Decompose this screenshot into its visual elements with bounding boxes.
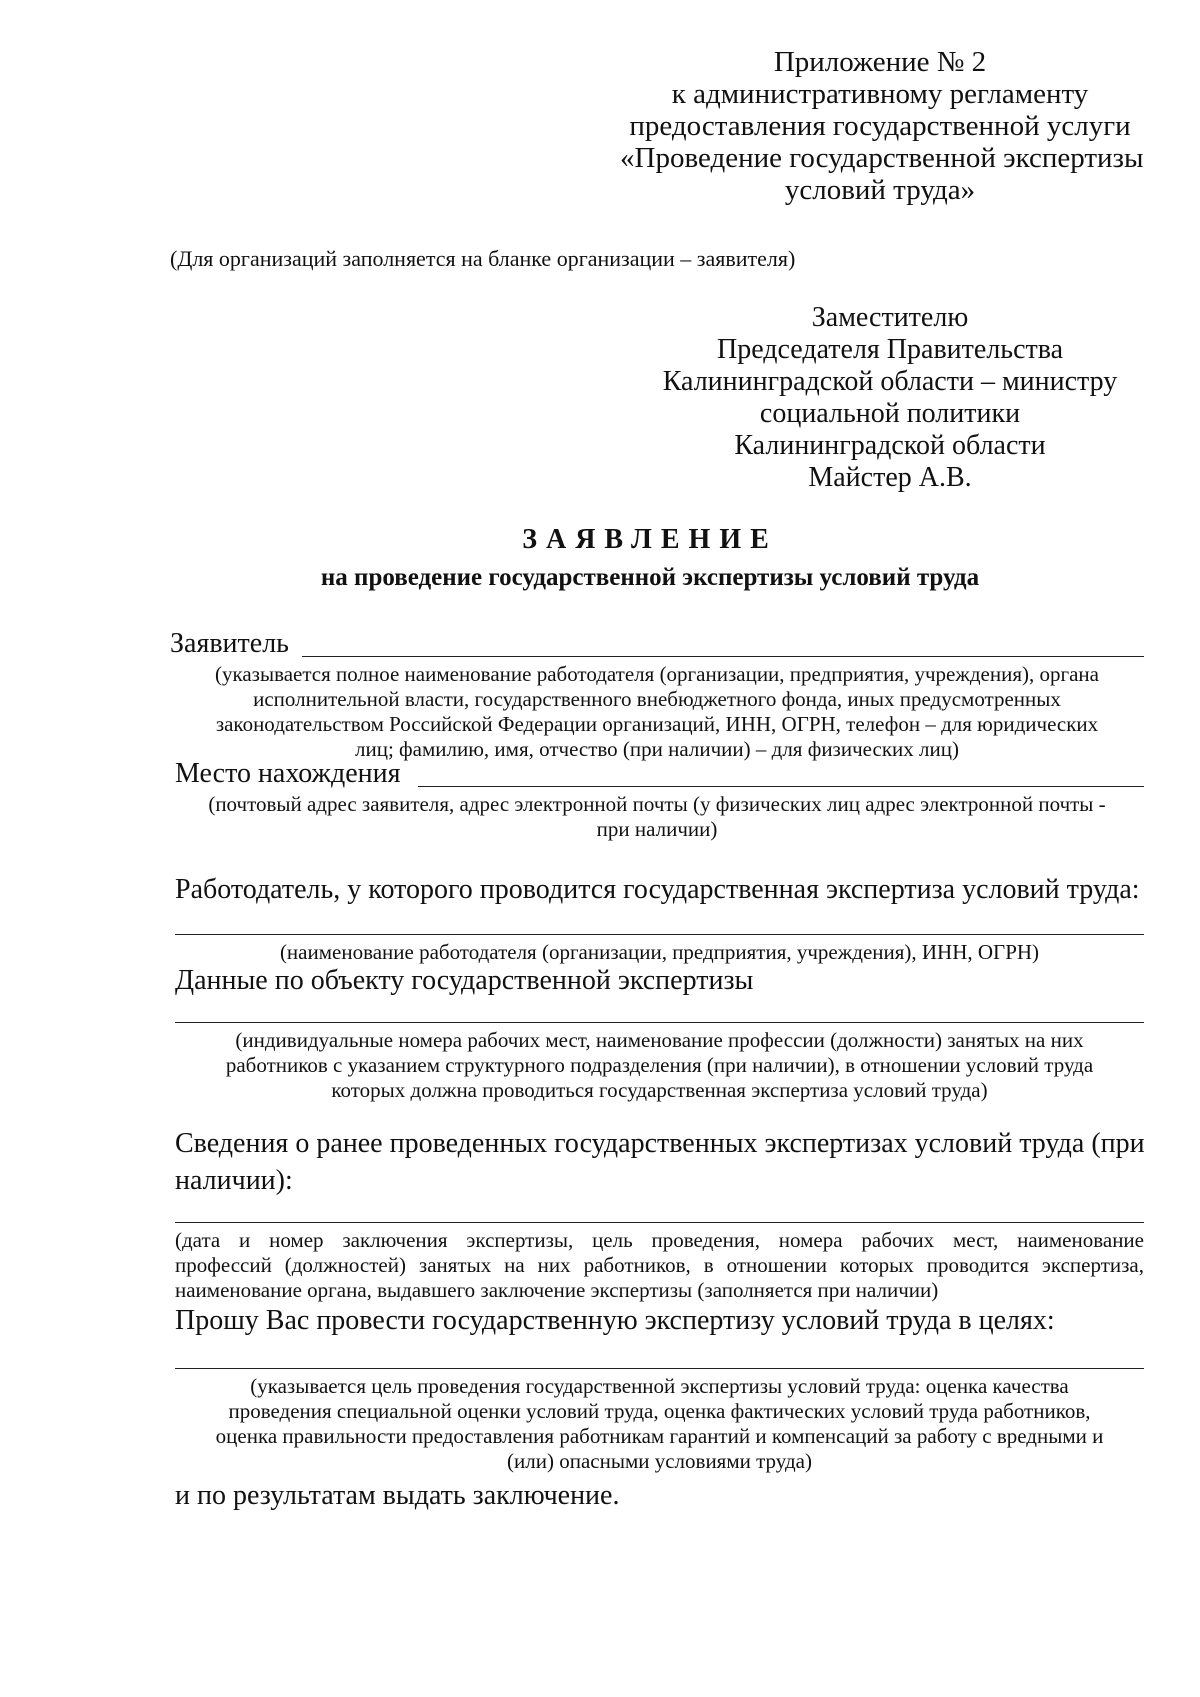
appendix-line-5: условий труда» [784, 174, 976, 206]
location-field[interactable] [418, 786, 1144, 787]
previous-hint [175, 1228, 1144, 1303]
object-field[interactable] [175, 1022, 1144, 1023]
applicant-field[interactable] [302, 656, 1144, 657]
appendix-line-3: предоставления государственной услуги [629, 110, 1131, 142]
previous-hint-line-3: наименование органа, выдавшего заключение экспертизы (заполняется при наличии) [175, 1278, 939, 1302]
location-hint [170, 792, 1144, 842]
employer-hint: (наименование работодателя (организации, предприятия, учреждения), ИНН, ОГРН) [279, 940, 1040, 964]
closing-text: и по результатам выдать заключение. [175, 1480, 620, 1511]
addressee-line-1: Заместителю [811, 302, 969, 333]
object-hint [175, 1028, 1144, 1103]
request-hint-line-4: (или) опасными условиями труда) [507, 1449, 812, 1473]
applicant-hint [170, 662, 1144, 762]
location-hint-line-1: (почтовый адрес заявителя, адрес электронной почты (у физических лиц адрес электронной почты - [208, 792, 1106, 816]
request-hint-line-1: (указывается цель проведения государственной экспертизы условий труда: оценка качества [250, 1374, 1069, 1398]
previous-label-line-2: наличии): [175, 1165, 293, 1196]
addressee-line-5: Калининградской области [734, 430, 1046, 461]
request-hint [175, 1374, 1144, 1474]
request-hint-line-3: оценка правильности предоставления работникам гарантий и компенсаций за работу с вредными и [215, 1424, 1104, 1448]
applicant-hint-line-3: законодательством Российской Федерации организаций, ИНН, ОГРН, телефон – для юридических [215, 712, 1099, 736]
object-hint-line-1: (индивидуальные номера рабочих мест, наименование профессии (должности) занятых на них [235, 1028, 1084, 1052]
applicant-hint-line-4: лиц; фамилию, имя, отчество (при наличии) – для физических лиц) [355, 737, 959, 761]
addressee-line-2: Председателя Правительства [716, 334, 1064, 365]
previous-field[interactable] [175, 1222, 1144, 1223]
addressee-line-4: социальной политики [759, 398, 1021, 429]
appendix-header [620, 46, 1144, 206]
appendix-line-4: «Проведение государственной экспертизы [620, 142, 1144, 174]
object-label: Данные по объекту государственной экспертизы [175, 965, 754, 996]
request-hint-line-2: проведения специальной оценки условий труда, оценка фактических условий труда работников, [228, 1399, 1091, 1423]
addressee-line-3: Калининградской области – министру [662, 366, 1118, 397]
appendix-line-1: Приложение № 2 [773, 46, 987, 78]
document-title: ЗАЯВЛЕНИЕ [522, 524, 778, 555]
previous-label-line-1: Сведения о ранее проведенных государственных экспертизах условий труда (при [175, 1128, 1145, 1159]
previous-hint-line-1: (дата и номер заключения экспертизы, цель проведения, номера рабочих мест, наименование [175, 1228, 1144, 1252]
addressee-line-6: Майстер А.В. [808, 462, 972, 493]
request-label: Прошу Вас провести государственную экспертизу условий труда в целях: [175, 1305, 1055, 1336]
location-label: Место нахождения [175, 758, 401, 789]
addressee-block [640, 302, 1140, 494]
applicant-hint-line-2: исполнительной власти, государственного внебюджетного фонда, иных предусмотренных [253, 687, 1061, 711]
applicant-label: Заявитель [170, 628, 289, 659]
employer-label: Работодатель, у которого проводится государственная экспертиза условий труда: [175, 874, 1140, 905]
object-hint-line-2: работников с указанием структурного подразделения (при наличии), в отношении условий труда [225, 1053, 1094, 1077]
applicant-hint-line-1: (указывается полное наименование работодателя (организации, предприятия, учреждения), органа [214, 662, 1099, 686]
location-hint-line-2: при наличии) [596, 817, 718, 841]
request-field[interactable] [175, 1368, 1144, 1369]
object-hint-line-3: которых должна проводиться государственная экспертиза условий труда) [331, 1078, 988, 1102]
employer-field[interactable] [175, 934, 1144, 935]
blank-note: (Для организаций заполняется на бланке организации – заявителя) [170, 246, 796, 271]
document-subtitle: на проведение государственной экспертизы условий труда [320, 564, 980, 591]
previous-hint-line-2: профессий (должностей) занятых на них работников, в отношении которых проводится экспертиза, [175, 1253, 1144, 1277]
appendix-line-2: к административному регламенту [671, 78, 1089, 110]
